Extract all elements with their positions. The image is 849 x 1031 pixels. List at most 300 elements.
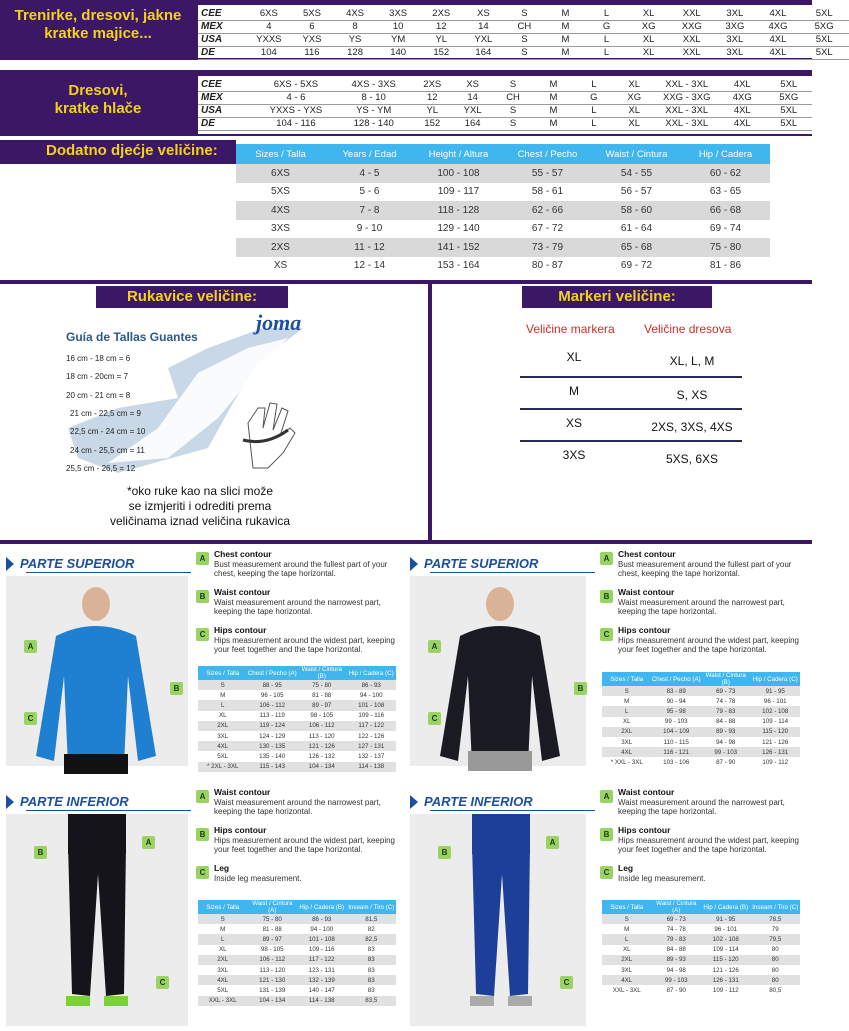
marker-divider — [520, 376, 742, 378]
measure-tag-c: C — [560, 976, 573, 989]
kids-cell: 73 - 79 — [503, 238, 592, 257]
table-row — [198, 731, 396, 741]
size-cell: 128 - 140 — [335, 117, 412, 130]
table-cell: XXL - 3XL — [612, 986, 641, 994]
size-cell: 116 — [290, 46, 333, 59]
table-cell: 110 - 115 — [663, 738, 689, 746]
table-cell: 2XL — [198, 721, 248, 731]
size-cell: 5XL — [766, 104, 813, 117]
kids-cell: 61 - 64 — [620, 223, 653, 235]
table-cell: 84 - 88 — [666, 946, 686, 954]
table-cell: 98 - 105 — [310, 712, 334, 720]
table-header-cell: Hip / Cadera (C) — [347, 666, 397, 680]
table-cell: 83 — [367, 966, 375, 974]
size-cell: 2XS — [420, 7, 463, 20]
glove-size-row: 22,5 cm - 24 cm = 10 — [70, 427, 146, 437]
chevron-right-icon — [410, 557, 418, 571]
size-cell: L — [586, 46, 627, 59]
measure-definition — [214, 788, 404, 817]
definition-text: Hips measurement around the widest part, keeping your feet together and the tape horizontal. — [214, 835, 395, 854]
measure-definition — [618, 826, 808, 855]
table-cell: 2XL — [602, 727, 652, 737]
table-cell: 126 - 132 — [308, 752, 335, 760]
measure-tag-c: C — [156, 976, 169, 989]
size-cell: 5XL — [800, 33, 849, 46]
table-cell: 94 - 100 — [310, 925, 334, 933]
size-row — [198, 78, 812, 91]
measure-definition — [618, 588, 808, 617]
table-cell: 131 - 139 — [259, 986, 286, 994]
size-row — [198, 91, 812, 104]
table-cell: 2XL — [602, 955, 652, 965]
table-cell: 98 - 105 — [260, 946, 284, 954]
kids-cell: 141 - 152 — [414, 238, 503, 257]
section2-size-table — [198, 78, 812, 131]
table-cell: 96 - 101 — [763, 697, 787, 705]
kids-cell: 58 - 61 — [531, 186, 564, 198]
table-cell: 94 - 98 — [716, 738, 736, 746]
table-cell: 109 - 116 — [358, 712, 385, 720]
table-cell: 81,5 — [347, 914, 397, 924]
table-cell: 135 - 140 — [259, 752, 286, 760]
measure-tag-a: A — [24, 640, 37, 653]
table-cell: 89 - 93 — [701, 727, 751, 737]
table-row — [602, 945, 800, 955]
size-cell: XXG — [670, 20, 713, 33]
region-label: USA — [198, 33, 247, 46]
table-cell: 113 - 119 — [259, 712, 285, 720]
hand-icon — [248, 403, 295, 468]
table-cell: L — [602, 706, 652, 716]
definition-tag: B — [600, 590, 613, 603]
size-cell: M — [533, 104, 573, 117]
markers-col-marker-label: Veličine markera — [526, 322, 615, 336]
kids-row — [236, 257, 770, 276]
section2-title: Dresovi, kratke hlače — [54, 82, 142, 117]
size-cell: M — [533, 78, 573, 91]
panel-title-text: PARTE SUPERIOR — [424, 556, 539, 571]
size-cell: XXL — [670, 33, 713, 46]
marker-divider — [520, 440, 742, 442]
table-row — [198, 985, 396, 995]
table-cell: 90 - 94 — [666, 697, 686, 705]
marker-size: 3XS — [562, 448, 586, 462]
table-cell: 94 - 98 — [666, 966, 686, 974]
size-cell: 3XL — [713, 7, 756, 20]
table-cell: 89 - 93 — [652, 955, 702, 965]
table-cell: 5XL — [217, 986, 229, 994]
measure-tag-b: B — [34, 846, 47, 859]
size-cell: 3XS — [377, 7, 420, 20]
measurement-table — [602, 672, 800, 768]
definition-tag: C — [600, 628, 613, 641]
kids-row — [236, 220, 770, 239]
definition-tag: C — [600, 866, 613, 879]
kids-size-table — [236, 144, 770, 275]
region-label: CEE — [198, 7, 247, 20]
region-label: CEE — [198, 78, 257, 91]
definition-text: Waist measurement around the narrowest part, keeping the tape horizontal. — [214, 797, 381, 816]
panel-title-text: PARTE INFERIOR — [424, 794, 533, 809]
table-row — [602, 737, 800, 747]
table-cell: 104 - 109 — [652, 727, 702, 737]
kids-cell: 81 - 86 — [709, 260, 742, 272]
table-cell: 69 - 73 — [701, 686, 751, 696]
kids-cell: 54 - 55 — [592, 164, 681, 183]
definition-text: Waist measurement around the narrowest part, keeping the tape horizontal. — [214, 597, 381, 616]
table-cell: 80 — [751, 975, 801, 985]
size-cell: 152 — [412, 117, 452, 130]
table-cell: 127 - 131 — [347, 741, 397, 751]
size-cell: 5XS — [290, 7, 333, 20]
table-cell: 86 - 93 — [297, 914, 347, 924]
table-row — [198, 751, 396, 761]
markers-title: Markeri veličine: — [522, 286, 712, 308]
table-cell: 87 - 90 — [716, 758, 736, 766]
measure-tag-a: A — [142, 836, 155, 849]
table-row — [602, 686, 800, 696]
table-row — [198, 975, 396, 985]
table-cell: 140 - 147 — [308, 986, 335, 994]
table-cell: 121 - 126 — [297, 741, 347, 751]
table-cell: 3XL — [621, 966, 633, 974]
size-cell: 128 — [334, 46, 377, 59]
table-cell: 99 - 103 — [652, 975, 702, 985]
table-row — [602, 914, 800, 924]
size-cell: G — [586, 20, 627, 33]
measure-tag-b: B — [574, 682, 587, 695]
region-label: DE — [198, 46, 247, 59]
size-cell: XL — [614, 117, 654, 130]
size-cell: 5XL — [766, 117, 813, 130]
table-cell: 126 - 131 — [701, 975, 751, 985]
measure-definition — [214, 626, 404, 655]
kids-cell: 75 - 80 — [681, 238, 770, 257]
panel-top-rule — [0, 540, 812, 544]
glove-size-row: 25,5 cm - 26,5 = 12 — [66, 463, 136, 473]
table-cell: S — [602, 914, 652, 924]
table-cell: 82,5 — [347, 934, 397, 944]
table-cell: 75 - 80 — [248, 914, 298, 924]
kids-header-cell: Waist / Cintura — [592, 144, 681, 164]
size-cell: M — [545, 46, 586, 59]
table-header-cell: Sizes / Talla — [602, 672, 652, 686]
kids-cell: 7 - 8 — [325, 201, 414, 220]
table-cell: S — [198, 680, 248, 690]
marker-divider — [520, 408, 742, 410]
kids-header-cell: Years / Edad — [325, 144, 414, 164]
table-cell: * XXL - 3XL — [610, 758, 643, 766]
definition-title: Leg — [214, 863, 230, 873]
size-cell: 14 — [463, 20, 504, 33]
glove-size-row: 21 cm - 22,5 cm = 9 — [70, 408, 141, 418]
size-cell: 4XL — [756, 46, 799, 59]
size-cell: 4XL — [756, 33, 799, 46]
table-header-cell: Waist / Cintura (A) — [248, 900, 298, 914]
measure-tag-b: B — [170, 682, 183, 695]
table-cell: 132 - 139 — [297, 975, 347, 985]
marker-size: XL — [566, 350, 582, 364]
table-row — [198, 996, 396, 1006]
definition-title: Chest contour — [214, 549, 272, 559]
definition-text: Waist measurement around the narrowest part, keeping the tape horizontal. — [618, 797, 785, 816]
table-cell: 4XL — [198, 975, 248, 985]
joma-logo: joma — [256, 310, 302, 335]
table-cell: 94 - 100 — [359, 691, 383, 699]
table-header-cell: Sizes / Talla — [198, 666, 248, 680]
size-cell: 4XL — [719, 117, 765, 130]
section1-title: Trenirke, dresovi, jakne kratke majice... — [14, 7, 182, 42]
table-header-cell: Sizes / Talla — [602, 900, 652, 914]
size-cell: XS — [452, 78, 492, 91]
size-cell: 14 — [452, 91, 492, 104]
table-row — [602, 975, 800, 985]
table-cell: 101 - 108 — [347, 700, 397, 710]
size-cell: XXL - 3XL — [654, 117, 719, 130]
kids-header-cell: Chest / Pecho — [503, 144, 592, 164]
table-header-cell: Waist / Cintura (B) — [701, 672, 751, 686]
table-row — [198, 924, 396, 934]
size-cell: XG — [627, 20, 670, 33]
measure-definition — [618, 550, 808, 579]
size-cell: 164 — [452, 117, 492, 130]
size-cell: XL — [627, 46, 670, 59]
size-cell: L — [574, 117, 614, 130]
kids-cell: 11 - 12 — [325, 238, 414, 257]
table-cell: 104 - 134 — [297, 762, 347, 772]
table-cell: 130 - 135 — [248, 741, 298, 751]
table-header-cell: Chest / Pecho (A) — [248, 666, 298, 680]
size-cell: 8 — [334, 20, 377, 33]
table-cell: L — [602, 934, 652, 944]
table-cell: 102 - 108 — [751, 706, 801, 716]
glove-size-row: 16 cm - 18 cm = 6 — [66, 354, 131, 363]
region-label: DE — [198, 117, 257, 130]
kids-cell: 80 - 87 — [531, 260, 564, 272]
size-cell: 4XG — [756, 20, 799, 33]
table-cell: 83 — [347, 975, 397, 985]
definition-title: Hips contour — [214, 625, 267, 635]
size-cell: XS — [463, 7, 504, 20]
size-cell: 4XG — [719, 91, 765, 104]
glove-size-row: 18 cm - 20cm = 7 — [66, 372, 129, 382]
size-cell: M — [545, 33, 586, 46]
definition-text: Hips measurement around the widest part, keeping your feet together and the tape horizontal. — [214, 635, 395, 654]
table-cell: 115 - 120 — [751, 727, 801, 737]
glove-size-row: 20 cm - 21 cm = 8 — [66, 390, 131, 400]
kids-cell: 60 - 62 — [681, 164, 770, 183]
size-row — [198, 20, 849, 33]
definition-tag: A — [196, 790, 209, 803]
size-cell: L — [574, 78, 614, 91]
table-cell: M — [220, 691, 226, 699]
size-cell: YL — [420, 33, 463, 46]
kids-cell: 118 - 128 — [414, 201, 503, 220]
measure-definition — [214, 864, 404, 883]
kids-row — [236, 164, 770, 183]
table-header-cell: Hip / Cadera (C) — [751, 672, 801, 686]
table-cell: M — [220, 925, 226, 933]
table-cell: 82 — [367, 925, 375, 933]
table-cell: 91 - 95 — [701, 914, 751, 924]
kids-cell: 6XS — [236, 164, 325, 183]
size-cell: 3XL — [713, 33, 756, 46]
size-cell: 152 — [420, 46, 463, 59]
definition-text: Waist measurement around the narrowest part, keeping the tape horizontal. — [618, 597, 785, 616]
size-cell: 104 — [247, 46, 290, 59]
table-cell: 89 - 97 — [248, 934, 298, 944]
size-cell: 2XS — [412, 78, 452, 91]
table-cell: 95 - 98 — [652, 706, 702, 716]
table-cell: XL — [622, 718, 631, 726]
table-cell: 79 - 83 — [652, 934, 702, 944]
size-cell: S — [504, 46, 545, 59]
size-cell: YXL — [452, 104, 492, 117]
kids-cell: 66 - 68 — [681, 201, 770, 220]
table-cell: 81 - 88 — [262, 925, 282, 933]
size-cell: M — [533, 91, 573, 104]
size-cell: 5XL — [800, 7, 849, 20]
table-row — [602, 696, 800, 706]
marker-size: M — [569, 384, 579, 398]
kids-cell: 5 - 6 — [359, 186, 380, 198]
kids-header-cell: Height / Altura — [414, 144, 503, 164]
table-row — [198, 965, 396, 975]
table-cell: 106 - 112 — [248, 700, 298, 710]
table-header-cell: Inseam / Tiro (C) — [751, 900, 801, 914]
table-cell: 106 - 112 — [297, 721, 347, 731]
table-cell: 109 - 116 — [308, 946, 335, 954]
table-cell: 96 - 101 — [714, 925, 738, 933]
size-cell: XXL - 3XL — [654, 104, 719, 117]
size-cell: XXL — [670, 46, 713, 59]
size-cell: 4XS - 3XS — [335, 78, 412, 91]
table-row — [198, 741, 396, 751]
table-cell: 132 - 137 — [358, 752, 385, 760]
panel-title — [410, 794, 533, 809]
size-cell: 4XL — [756, 7, 799, 20]
size-cell: XL — [627, 33, 670, 46]
table-cell: 69 - 73 — [652, 914, 702, 924]
table-cell: 5XL — [217, 752, 229, 760]
table-row — [602, 717, 800, 727]
kids-cell: 67 - 72 — [531, 223, 564, 235]
kids-row — [236, 183, 770, 202]
table-cell: 102 - 108 — [701, 934, 751, 944]
table-header-cell: Waist / Cintura (B) — [297, 666, 347, 680]
table-cell: 83 — [367, 946, 375, 954]
definition-text: Hips measurement around the widest part, keeping your feet together and the tape horizontal. — [618, 835, 799, 854]
table-cell: 99 - 103 — [664, 718, 688, 726]
model-photo — [410, 814, 586, 1026]
size-cell: 4XS — [334, 7, 377, 20]
table-cell: 75 - 80 — [297, 680, 347, 690]
definition-tag: B — [196, 590, 209, 603]
size-cell: G — [574, 91, 614, 104]
measure-definition — [618, 864, 808, 883]
definition-text: Bust measurement around the fullest part of your chest, keeping the tape horizontal. — [214, 559, 388, 578]
panel-title — [410, 556, 538, 571]
definition-tag: A — [196, 552, 209, 565]
size-cell: S — [504, 7, 545, 20]
size-cell: YXXS - YXS — [257, 104, 336, 117]
jersey-sizes: 2XS, 3XS, 4XS — [651, 420, 733, 434]
glove-size-row: 24 cm - 25,5 cm = 11 — [70, 445, 145, 455]
kids-header-cell: Hip / Cadera — [681, 144, 770, 164]
size-cell: 5XG — [766, 91, 813, 104]
size-cell: 4XL — [719, 78, 765, 91]
kids-cell: 69 - 74 — [709, 223, 742, 235]
table-cell: 103 - 106 — [663, 758, 690, 766]
measurement-table — [198, 666, 396, 772]
size-cell: XL — [614, 78, 654, 91]
kids-cell: 100 - 108 — [414, 164, 503, 183]
table-cell: 121 - 130 — [248, 975, 298, 985]
table-header-cell: Sizes / Talla — [198, 900, 248, 914]
table-row — [198, 762, 396, 772]
table-cell: M — [624, 925, 630, 933]
jersey-sizes: 5XS, 6XS — [665, 452, 719, 466]
size-cell: XL — [627, 7, 670, 20]
table-cell: 101 - 108 — [297, 934, 347, 944]
table-row — [198, 711, 396, 721]
table-row — [602, 965, 800, 975]
table-cell: L — [198, 700, 248, 710]
size-cell: S — [493, 104, 533, 117]
kids-cell: 69 - 72 — [620, 260, 653, 272]
measurement-table — [602, 900, 800, 996]
table-header-cell: Waist / Cintura (A) — [652, 900, 702, 914]
definition-tag: B — [600, 828, 613, 841]
kids-cell: 4 - 5 — [325, 164, 414, 183]
table-header-cell: Chest / Pecho (A) — [652, 672, 702, 686]
table-cell: 117 - 122 — [347, 721, 397, 731]
table-cell: 3XL — [217, 732, 229, 740]
kids-cell: 55 - 57 — [503, 164, 592, 183]
table-header-cell: Hip / Cadera (B) — [297, 900, 347, 914]
size-cell: 8 - 10 — [335, 91, 412, 104]
model-photo — [6, 814, 188, 1026]
table-row — [602, 747, 800, 757]
table-cell: 74 - 78 — [716, 697, 736, 705]
table-row — [602, 985, 800, 995]
size-cell: XG — [614, 91, 654, 104]
table-row — [198, 690, 396, 700]
table-cell: 109 - 114 — [712, 946, 739, 954]
section3-title: Dodatno djećje veličine: — [46, 142, 218, 159]
definition-title: Waist contour — [214, 787, 271, 797]
kids-cell: 153 - 164 — [437, 260, 480, 272]
model-photo — [410, 576, 586, 766]
table-cell: 113 - 120 — [308, 732, 335, 740]
table-cell: S — [602, 686, 652, 696]
size-cell: YXXS — [247, 33, 290, 46]
size-cell: S — [493, 117, 533, 130]
kids-cell: 56 - 57 — [620, 186, 653, 198]
table-cell: 99 - 103 — [701, 747, 751, 757]
table-cell: 3XL — [217, 966, 229, 974]
size-cell: 4XL — [719, 104, 765, 117]
table-row — [198, 680, 396, 690]
size-cell: L — [574, 104, 614, 117]
size-cell: 164 — [463, 46, 504, 59]
marker-size: XS — [565, 416, 582, 430]
kids-cell: 2XS — [236, 238, 325, 257]
size-cell: 5XL — [800, 46, 849, 59]
size-cell: YL — [412, 104, 452, 117]
measure-tag-c: C — [428, 712, 441, 725]
table-cell: 87 - 90 — [666, 986, 686, 994]
